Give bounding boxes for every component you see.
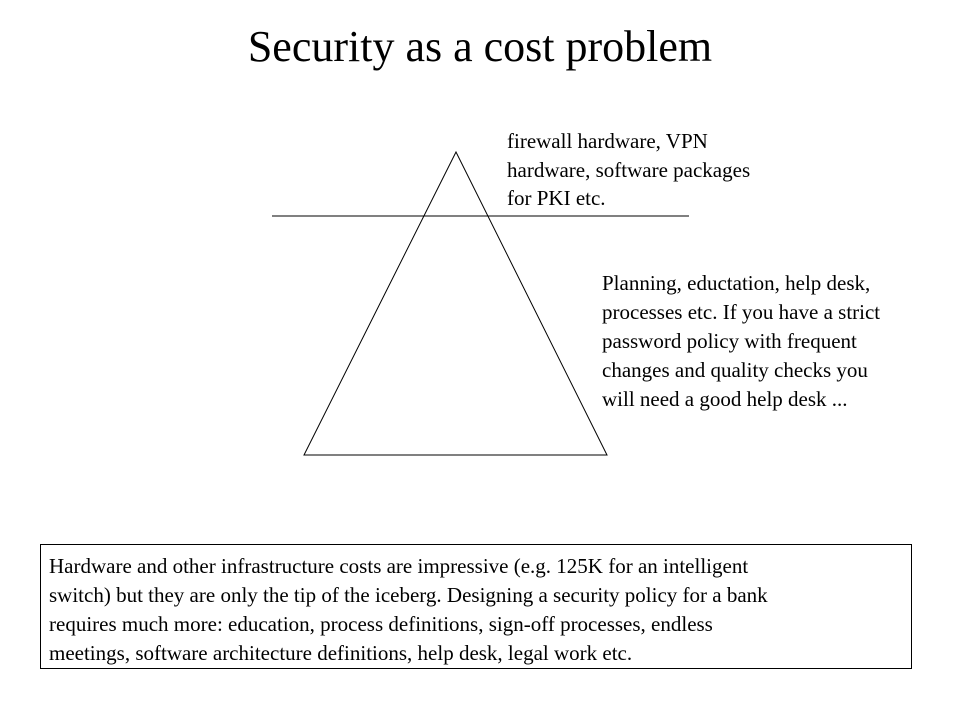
- submerged-cost-line: Planning, eductation, help desk,: [602, 271, 871, 295]
- tip-cost-line: hardware, software packages: [507, 157, 751, 182]
- submerged-cost-line: will need a good help desk ...: [602, 387, 848, 411]
- summary-note-line: meetings, software architecture definitions, help desk, legal work etc.: [49, 641, 633, 665]
- summary-note-box: [40, 544, 912, 669]
- summary-note-line: switch) but they are only the tip of the iceberg. Designing a security policy for a bank: [49, 583, 768, 607]
- tip-cost-line: firewall hardware, VPN: [507, 129, 708, 153]
- tip-cost-label: [507, 127, 807, 213]
- submerged-cost-label: [602, 269, 952, 414]
- slide-title: Security as a cost problem: [247, 22, 713, 71]
- submerged-cost-line: processes etc. If you have a strict: [602, 300, 881, 324]
- summary-note-line: requires much more: education, process definitions, sign-off processes, endless: [49, 612, 713, 636]
- summary-note-line: Hardware and other infrastructure costs are impressive (e.g. 125K for an intelligent: [49, 554, 749, 578]
- submerged-cost-line: changes and quality checks you: [602, 358, 868, 382]
- tip-cost-line: for PKI etc.: [507, 186, 606, 210]
- submerged-cost-line: password policy with frequent: [602, 329, 857, 353]
